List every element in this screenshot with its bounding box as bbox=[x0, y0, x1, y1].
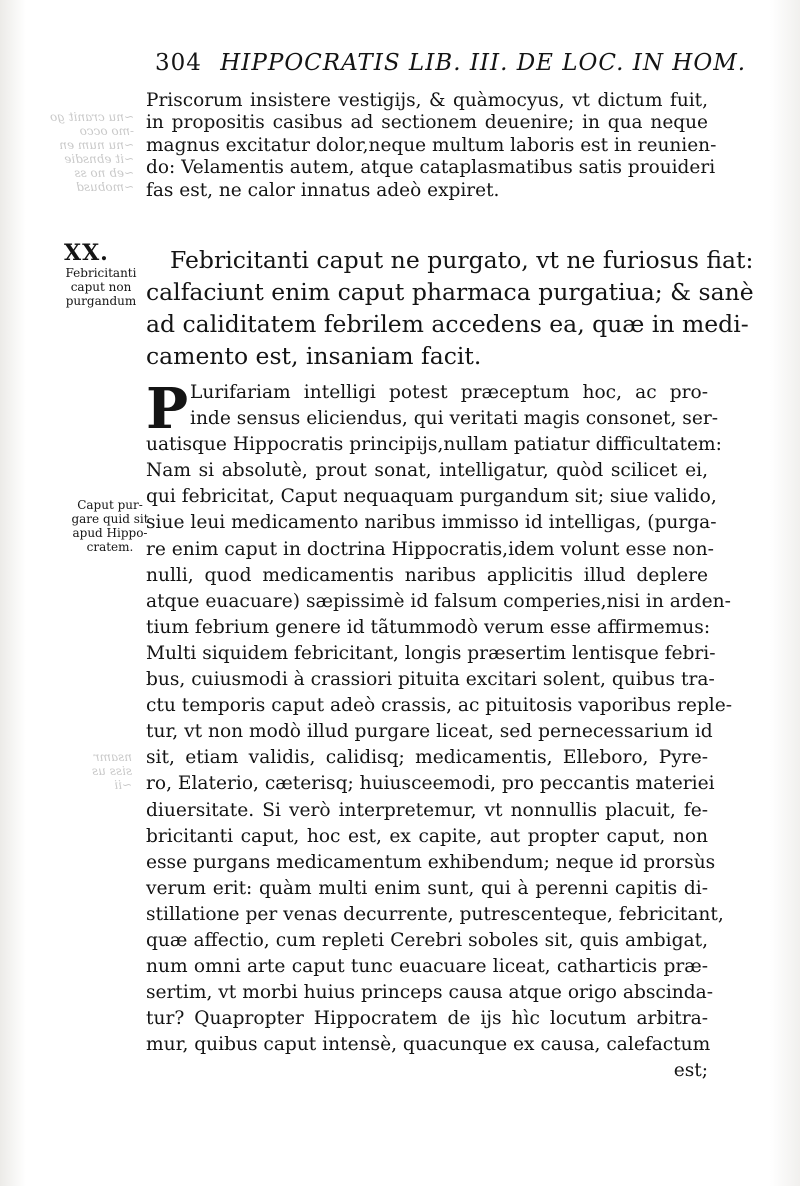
text-line: do: Velamentis autem, atque cataplasmatibus satis prouideri bbox=[146, 157, 716, 179]
text-line: nulli, quod medicamentis naribus applicitis illud deplere bbox=[146, 564, 708, 586]
bleed-through-text: ~nu cranit go -mo occo ~nu num en ~it ebnsdie ~eb no ss ~mobusd bbox=[50, 110, 135, 194]
text-line: tur? Quapropter Hippocratem de ijs hìc locutum arbitra- bbox=[146, 1008, 708, 1030]
text-line: fas est, ne calor innatus adeò expiret. bbox=[146, 179, 500, 201]
aphorism-line: Febricitanti caput ne purgato, vt ne furiosus fiat: bbox=[170, 246, 754, 274]
text-line: atque euacuare) sæpissimè id falsum comperies,nisi in arden- bbox=[146, 590, 731, 612]
text-line: mur, quibus caput intensè, quacunque ex causa, calefactum bbox=[146, 1034, 711, 1056]
text-line: verum erit: quàm multi enim sunt, qui à perenni capitis di- bbox=[146, 877, 708, 899]
aphorism-text bbox=[146, 244, 754, 372]
text-line: quæ affectio, cum repleti Cerebri soboles sit, quis ambigat, bbox=[146, 929, 708, 951]
text-line: ro, Elaterio, cæterisq; huiusceemodi, pro peccantis materiei bbox=[146, 773, 715, 795]
margin-note-section bbox=[56, 266, 146, 308]
text-line: qui febricitat, Caput nequaquam purgandum sit; siue valido, bbox=[146, 486, 717, 508]
text-line: Nam si absolutè, prout sonat, intelligatur, quòd scilicet ei, bbox=[146, 460, 708, 482]
running-head bbox=[155, 50, 747, 76]
section-number: XX. bbox=[64, 240, 109, 266]
text-line: ctu temporis caput adeò crassis, ac pituitosis vaporibus reple- bbox=[146, 695, 733, 717]
text-line: re enim caput in doctrina Hippocratis,idem volunt esse non- bbox=[146, 538, 714, 560]
text-line: tium febrium genere id tãtummodò verum esse affirmemus: bbox=[146, 616, 711, 638]
text-line: Lurifariam intelligi potest præceptum hoc, ac pro- bbox=[190, 382, 708, 403]
text-line: tur, vt non modò illud purgare liceat, sed pernecessarium id bbox=[146, 721, 713, 743]
margin-note-line: caput non bbox=[70, 280, 132, 294]
aphorism-line: calfaciunt enim caput pharmaca purgatiua; & sanè bbox=[146, 278, 754, 306]
page-number: 304 bbox=[155, 50, 202, 76]
bleed-through-text-lower: nsamr siss us ~ii bbox=[92, 750, 133, 792]
text-line: sertim, vt morbi huius princeps causa atque origo abscinda- bbox=[146, 982, 714, 1004]
text-line: esse purgans medicamentum exhibendum; neque id prorsùs bbox=[146, 851, 716, 873]
margin-note-line: apud Hippo- bbox=[72, 526, 148, 540]
text-line: diuersitate. Si verò interpretemur, vt nonnullis placuit, fe- bbox=[146, 799, 708, 821]
margin-note-line: cratem. bbox=[86, 540, 134, 554]
commentary-paragraph bbox=[146, 376, 733, 1085]
margin-note-line: purgandum bbox=[65, 294, 137, 308]
margin-note-line: Caput pur- bbox=[77, 498, 143, 512]
margin-note-line: Febricitanti bbox=[65, 266, 137, 280]
intro-paragraph bbox=[146, 90, 717, 202]
aphorism-line: camento est, insaniam facit. bbox=[146, 342, 482, 370]
margin-note-line: gare quid sit bbox=[71, 512, 149, 526]
text-line: siue leui medicamento naribus immisso id intelligas, (purga- bbox=[146, 512, 717, 534]
running-head-title: HIPPOCRATIS LIB. III. DE LOC. IN HOM. bbox=[220, 50, 747, 76]
text-line: stillatione per venas decurrente, putrescenteque, febricitant, bbox=[146, 903, 724, 925]
margin-note-commentary bbox=[70, 498, 150, 554]
text-line: bus, cuiusmodi à crassiori pituita excitari solent, quibus tra- bbox=[146, 669, 715, 691]
text-line: uatisque Hippocratis principijs,nullam patiatur difficultatem: bbox=[146, 434, 722, 456]
text-line: in propositis casibus ad sectionem deuenire; in qua neque bbox=[146, 112, 708, 134]
text-line: sit, etiam validis, calidisq; medicamentis, Elleboro, Pyre- bbox=[146, 747, 708, 769]
text-line: bricitanti caput, hoc est, ex capite, aut propter caput, non bbox=[146, 825, 708, 847]
aphorism-line: ad caliditatem febrilem accedens ea, quæ in medi- bbox=[146, 310, 749, 338]
drop-cap: P bbox=[146, 376, 189, 442]
text-line: magnus excitatur dolor,neque multum laboris est in reunien- bbox=[146, 134, 717, 156]
text-line: Priscorum insistere vestigijs, & quàmocyus, vt dictum fuit, bbox=[146, 90, 708, 111]
text-line: Multi siquidem febricitant, longis præsertim lentisque febri- bbox=[146, 642, 716, 664]
text-line: inde sensus eliciendus, qui veritati magis consonet, ser- bbox=[190, 408, 718, 430]
text-line: est; bbox=[673, 1060, 708, 1082]
text-line: num omni arte caput tunc euacuare liceat, catharticis præ- bbox=[146, 956, 708, 978]
